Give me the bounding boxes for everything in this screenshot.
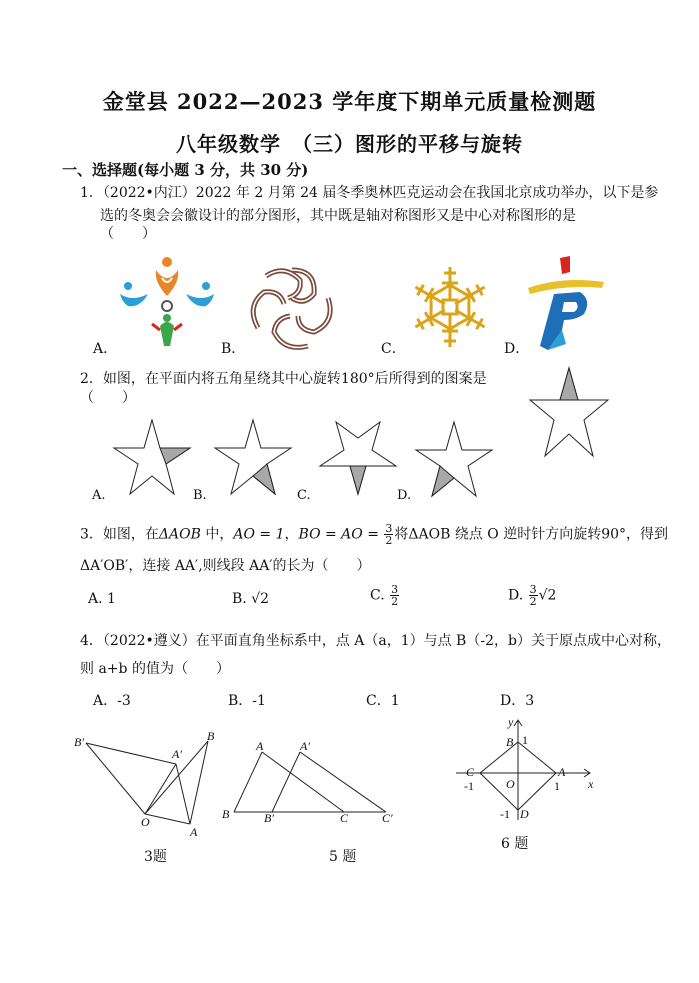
q1-line3: （ ） xyxy=(100,226,156,242)
logo-b-image xyxy=(244,262,340,352)
fig3-caption: 3题 xyxy=(144,849,167,865)
section-heading: 一、选择题(每小题 3 分，共 30 分) xyxy=(62,161,309,179)
q4-option-a[interactable]: A．-3 xyxy=(93,693,131,709)
q4-option-b[interactable]: B．-1 xyxy=(228,693,266,709)
star-option-b[interactable] xyxy=(213,418,293,498)
page-subtitle: 八年级数学 （三）图形的平移与旋转 xyxy=(176,132,523,156)
q2-line2: （ ） xyxy=(80,390,136,406)
figure-6 xyxy=(450,714,600,826)
fig3-label-b: B xyxy=(207,729,215,743)
q1-line1: 1．（2022•内江）2022 年 2 月第 24 届冬季奥林匹克运动会在我国北京成功举办，以下是参 xyxy=(80,185,659,201)
fig6-label-a: A xyxy=(558,765,566,779)
logo-d-image xyxy=(526,254,606,350)
q3-line1: 3．如图，在ΔAOB 中，AO = 1，BO = AO = $\frac{3}{2}$ 将ΔAOB 绕点 O 逆时针方向旋转90°，得到 xyxy=(80,522,669,547)
q1-line2: 选的冬奥会会徽设计的部分图形，其中既是轴对称图形又是中心对称图形的是 xyxy=(100,208,576,224)
q2-option-a[interactable]: A. xyxy=(92,488,106,503)
fig6-label-1y: 1 xyxy=(522,733,528,747)
fig5-label-c: C xyxy=(340,811,349,825)
q3-line2: ΔA′OB′，连接 AA′,则线段 AA′的长为（ ） xyxy=(80,558,371,574)
star-option-d[interactable] xyxy=(414,420,494,500)
fig5-label-b1: B′ xyxy=(264,811,274,825)
fig6-caption: 6 题 xyxy=(501,836,529,852)
q1-option-b[interactable]: B． xyxy=(221,341,246,357)
fig6-label-b: B xyxy=(506,735,514,749)
figure-5 xyxy=(220,740,400,824)
q3-option-b[interactable]: B. √2 xyxy=(232,591,270,607)
fig6-label-m1y: -1 xyxy=(500,807,510,821)
fig6-label-1x: 1 xyxy=(554,779,560,793)
fig6-label-o: O xyxy=(506,777,515,791)
q4-option-d[interactable]: D．3 xyxy=(500,693,535,709)
q4-line1: 4．（2022•遵义）在平面直角坐标系中，点 A（a，1）与点 B（-2，b）关于原点成中心对称， xyxy=(80,633,671,649)
fig6-label-m1x: -1 xyxy=(464,779,474,793)
q2-option-b[interactable]: B. xyxy=(193,488,207,503)
q3-option-d[interactable]: D. $\frac{3}{2}$ √2 xyxy=(508,583,557,608)
logo-c-image xyxy=(404,264,496,350)
fig3-label-a: A xyxy=(190,825,198,839)
q3-option-c[interactable]: C. $\frac{3}{2}$ xyxy=(370,583,399,608)
fig5-label-a: A xyxy=(256,739,264,753)
reference-star xyxy=(530,368,608,458)
q2-option-c[interactable]: C. xyxy=(297,488,311,503)
fig5-label-a1: A′ xyxy=(300,739,310,753)
q2-line1: 2．如图，在平面内将五角星绕其中心旋转180°后所得到的图案是 xyxy=(80,371,487,387)
fraction-3-2: $\frac{3}{2}$ xyxy=(385,522,393,547)
q3-option-a[interactable]: A. 1 xyxy=(88,591,116,607)
q2-option-d[interactable]: D. xyxy=(397,488,412,503)
q1-option-d[interactable]: D． xyxy=(504,341,530,357)
fig5-label-c1: C′ xyxy=(382,811,393,825)
star-option-c[interactable] xyxy=(318,420,398,496)
fig5-label-b: B xyxy=(222,807,230,821)
figure-3 xyxy=(70,728,230,844)
fig3-label-o: O xyxy=(141,815,150,829)
fig3-label-b1: B′ xyxy=(74,735,84,749)
fig6-label-x: x xyxy=(588,777,594,791)
fig3-label-a1: A′ xyxy=(172,747,182,761)
q1-option-c[interactable]: C． xyxy=(381,341,406,357)
fig6-label-y: y xyxy=(508,715,514,729)
logo-a-image xyxy=(118,256,218,348)
star-option-a[interactable] xyxy=(112,418,192,498)
q4-option-c[interactable]: C．1 xyxy=(366,693,400,709)
fig6-label-d: D xyxy=(520,807,529,821)
page-title: 金堂县 2022—2023 学年度下期单元质量检测题 xyxy=(102,89,597,114)
q1-option-a[interactable]: A． xyxy=(93,341,118,357)
fig6-label-c: C xyxy=(466,765,475,779)
fig5-caption: 5 题 xyxy=(329,849,357,865)
q4-line2: 则 a+b 的值为（ ） xyxy=(80,661,230,677)
